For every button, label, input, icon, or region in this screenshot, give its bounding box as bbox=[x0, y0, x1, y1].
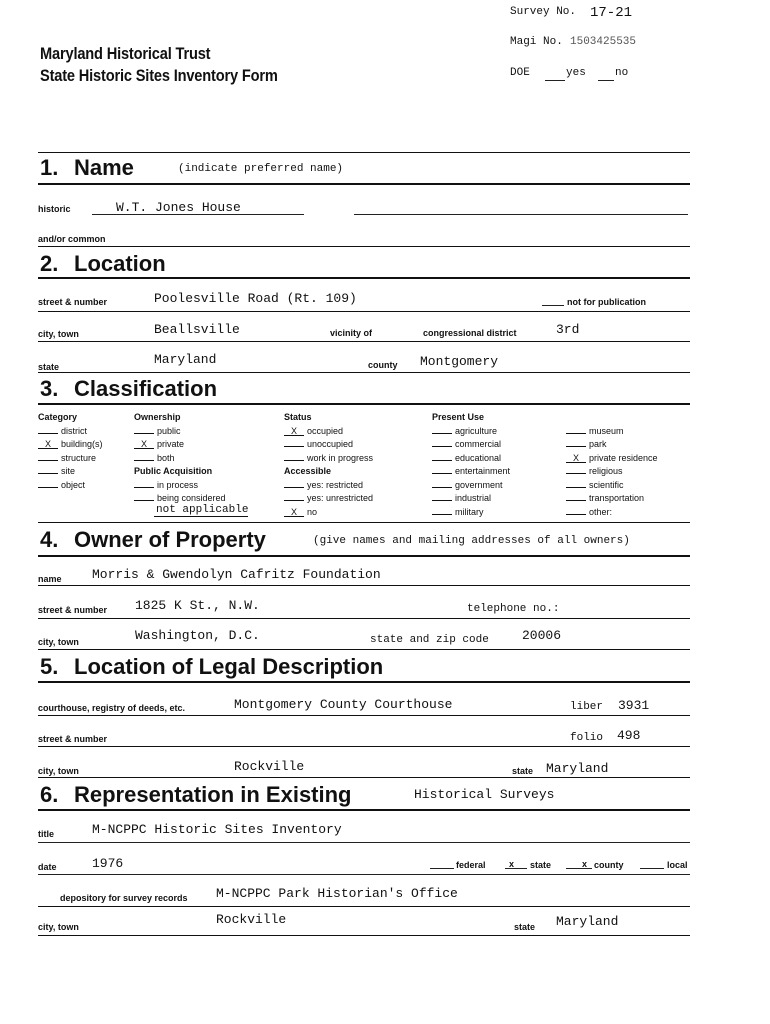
use-agriculture[interactable]: agriculture bbox=[432, 425, 510, 439]
present-use-column-2 bbox=[566, 411, 658, 519]
level-county[interactable]: county bbox=[594, 860, 624, 870]
ownership-column bbox=[134, 411, 226, 506]
use-scientific[interactable]: scientific bbox=[566, 479, 658, 493]
depository-label: depository for survey records bbox=[60, 893, 188, 903]
use-military[interactable]: military bbox=[432, 506, 510, 520]
level-local[interactable]: local bbox=[667, 860, 688, 870]
status-column bbox=[284, 411, 373, 519]
use-government[interactable]: government bbox=[432, 479, 510, 493]
accessible-unrestricted[interactable]: yes: unrestricted bbox=[284, 492, 373, 506]
not-for-publication: not for publication bbox=[567, 297, 646, 307]
ownership-both[interactable]: both bbox=[134, 452, 226, 466]
zip-label: state and zip code bbox=[370, 634, 489, 646]
county-value: Montgomery bbox=[420, 354, 499, 369]
legal-state-value: Maryland bbox=[546, 761, 609, 776]
survey-label: Survey No. bbox=[510, 6, 577, 18]
level-state[interactable]: state bbox=[530, 860, 552, 870]
section-2-title: Location bbox=[74, 251, 166, 276]
use-entertainment[interactable]: entertainment bbox=[432, 465, 510, 479]
acquisition-being-considered[interactable]: being considered bbox=[134, 492, 226, 506]
survey-date-value: 1976 bbox=[92, 856, 124, 871]
public-acquisition-heading: Public Acquisition bbox=[134, 466, 213, 476]
category-heading: Category bbox=[38, 412, 78, 422]
survey-title-label: title bbox=[38, 829, 55, 839]
ownership-public[interactable]: public bbox=[134, 425, 226, 439]
doe-label: DOE bbox=[510, 67, 530, 79]
status-work-in-progress[interactable]: work in progress bbox=[284, 452, 373, 466]
category-building[interactable]: X building(s) bbox=[38, 438, 103, 452]
historic-label: historic bbox=[38, 204, 71, 214]
accessible-no[interactable]: X no bbox=[284, 506, 373, 520]
level-federal[interactable]: federal bbox=[456, 860, 486, 870]
use-park[interactable]: park bbox=[566, 438, 658, 452]
common-name-label: and/or common bbox=[38, 234, 106, 244]
owner-city-value: Washington, D.C. bbox=[135, 628, 260, 643]
doe-yes: yes bbox=[566, 67, 586, 79]
section-3-title: Classification bbox=[74, 376, 218, 401]
status-occupied[interactable]: X occupied bbox=[284, 425, 373, 439]
city-value: Beallsville bbox=[154, 322, 240, 337]
owner-street-label: street & number bbox=[38, 605, 108, 615]
use-industrial[interactable]: industrial bbox=[432, 492, 510, 506]
congressional-label: congressional district bbox=[423, 328, 517, 338]
magi-number: 1503425535 bbox=[570, 36, 637, 48]
county-label: county bbox=[368, 360, 398, 370]
status-heading: Status bbox=[284, 412, 312, 422]
section-1-title: Name bbox=[74, 155, 134, 180]
use-religious[interactable]: religious bbox=[566, 465, 658, 479]
accessible-restricted[interactable]: yes: restricted bbox=[284, 479, 373, 493]
state-label: state bbox=[38, 362, 60, 372]
section-4-hint: (give names and mailing addresses of all owners) bbox=[313, 535, 630, 547]
present-use-column-1 bbox=[432, 411, 510, 519]
courthouse-label: courthouse, registry of deeds, etc. bbox=[38, 703, 186, 713]
category-column bbox=[38, 411, 103, 492]
liber-value: 3931 bbox=[618, 698, 650, 713]
owner-name-label: name bbox=[38, 574, 62, 584]
survey-date-label: date bbox=[38, 862, 57, 872]
depository-value: M-NCPPC Park Historian's Office bbox=[216, 886, 458, 901]
category-site[interactable]: site bbox=[38, 465, 103, 479]
level-county-mark: x bbox=[582, 859, 588, 869]
section-1-number: 1. bbox=[40, 155, 59, 180]
section-6-title: Representation in Existing bbox=[74, 782, 352, 807]
survey-city-value: Rockville bbox=[216, 912, 287, 927]
level-state-mark: x bbox=[509, 859, 515, 869]
city-label: city, town bbox=[38, 329, 79, 339]
ownership-heading: Ownership bbox=[134, 412, 181, 422]
street-label: street & number bbox=[38, 297, 108, 307]
folio-label: folio bbox=[570, 732, 604, 744]
section-6-title-tail: Historical Surveys bbox=[414, 787, 555, 802]
legal-city-value: Rockville bbox=[234, 759, 305, 774]
owner-name-value: Morris & Gwendolyn Cafritz Foundation bbox=[92, 567, 381, 582]
magi-label: Magi No. bbox=[510, 36, 563, 48]
form-title: State Historic Sites Inventory Form bbox=[40, 66, 278, 85]
category-structure[interactable]: structure bbox=[38, 452, 103, 466]
section-5-number: 5. bbox=[40, 654, 59, 679]
use-transportation[interactable]: transportation bbox=[566, 492, 658, 506]
status-unoccupied[interactable]: unoccupied bbox=[284, 438, 373, 452]
state-value: Maryland bbox=[154, 352, 217, 367]
present-use-heading: Present Use bbox=[432, 412, 485, 422]
not-applicable-note: not applicable bbox=[156, 504, 249, 516]
legal-city-label: city, town bbox=[38, 766, 79, 776]
survey-number: 17-21 bbox=[590, 5, 633, 21]
section-1-hint: (indicate preferred name) bbox=[178, 163, 344, 175]
survey-state-value: Maryland bbox=[556, 914, 619, 929]
liber-label: liber bbox=[570, 701, 604, 713]
use-commercial[interactable]: commercial bbox=[432, 438, 510, 452]
category-object[interactable]: object bbox=[38, 479, 103, 493]
doe-no: no bbox=[615, 67, 629, 79]
congressional-value: 3rd bbox=[556, 322, 580, 337]
section-2-number: 2. bbox=[40, 251, 59, 276]
accessible-heading: Accessible bbox=[284, 466, 332, 476]
use-museum[interactable]: museum bbox=[566, 425, 658, 439]
org-name: Maryland Historical Trust bbox=[40, 44, 211, 63]
telephone-label: telephone no.: bbox=[467, 603, 560, 615]
use-educational[interactable]: educational bbox=[432, 452, 510, 466]
legal-street-label: street & number bbox=[38, 734, 108, 744]
section-5-title: Location of Legal Description bbox=[74, 654, 384, 679]
vicinity-label: vicinity of bbox=[330, 328, 373, 338]
section-3-number: 3. bbox=[40, 376, 59, 401]
ownership-private[interactable]: X private bbox=[134, 438, 226, 452]
survey-state-label: state bbox=[514, 922, 536, 932]
historic-value: W.T. Jones House bbox=[116, 200, 241, 215]
use-other[interactable]: other: bbox=[566, 506, 658, 520]
acquisition-in-process[interactable]: in process bbox=[134, 479, 226, 493]
courthouse-value: Montgomery County Courthouse bbox=[234, 697, 453, 712]
owner-city-label: city, town bbox=[38, 637, 79, 647]
legal-state-label: state bbox=[512, 766, 534, 776]
section-4-number: 4. bbox=[40, 527, 59, 552]
owner-street-value: 1825 K St., N.W. bbox=[135, 598, 260, 613]
street-value: Poolesville Road (Rt. 109) bbox=[154, 291, 357, 306]
section-6-number: 6. bbox=[40, 782, 59, 807]
folio-value: 498 bbox=[617, 728, 641, 743]
survey-title-value: M-NCPPC Historic Sites Inventory bbox=[92, 822, 342, 837]
use-private-residence[interactable]: X private residence bbox=[566, 452, 658, 466]
survey-city-label: city, town bbox=[38, 922, 79, 932]
category-district[interactable]: district bbox=[38, 425, 103, 439]
zip-value: 20006 bbox=[522, 628, 562, 643]
section-4-title: Owner of Property bbox=[74, 527, 266, 552]
